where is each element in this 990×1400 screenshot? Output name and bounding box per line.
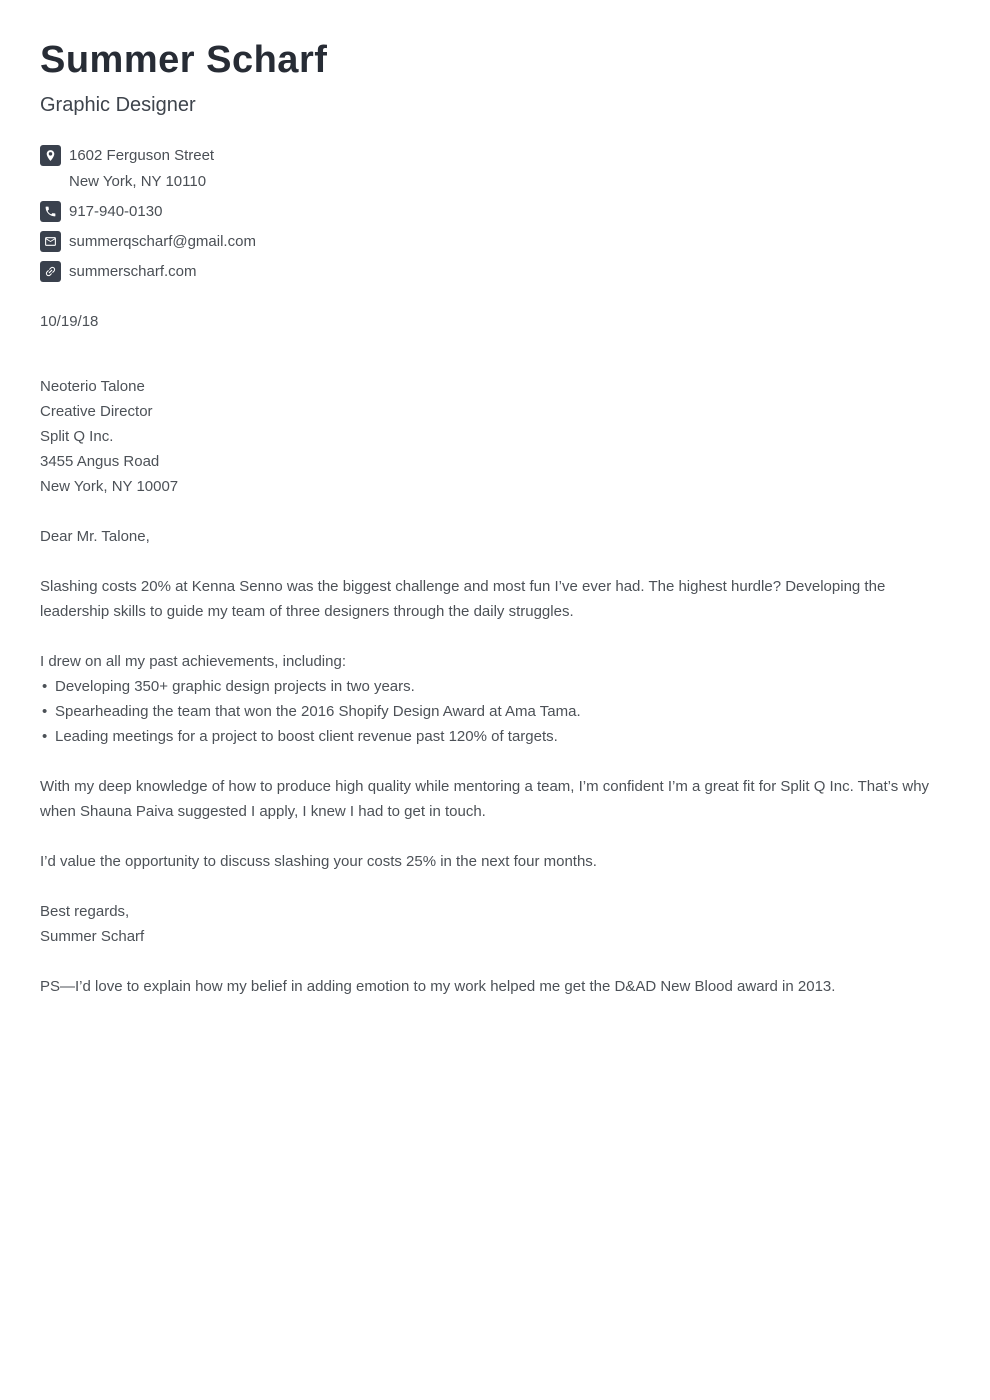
address-line-2: New York, NY 10110 — [69, 172, 207, 190]
letter-date: 10/19/18 — [40, 312, 99, 330]
list-item — [40, 699, 950, 724]
achievement-text: Developing 350+ graphic design projects in two years. — [55, 677, 415, 695]
page-title: Summer Scharf — [40, 39, 328, 81]
recipient-company: Split Q Inc. — [40, 427, 114, 445]
closing-block — [40, 899, 950, 949]
list-item — [40, 674, 950, 699]
contact-phone-row — [40, 199, 950, 225]
phone-number: 917-940-0130 — [69, 202, 163, 220]
contact-website-row — [40, 259, 950, 285]
contact-address-row — [40, 143, 950, 195]
list-item — [40, 724, 950, 749]
recipient-block — [40, 374, 950, 499]
recipient-street: 3455 Angus Road — [40, 452, 160, 470]
paragraph-fit: With my deep knowledge of how to produce high quality while mentoring a team, I’m confident I’m a great fit for Split Q Inc. That’s why when Shauna Paiva suggested I apply, I knew I had to get in touch. — [40, 777, 930, 820]
bullet-marker: • — [42, 727, 48, 745]
address-line-1: 1602 Ferguson Street — [69, 146, 215, 164]
closing-phrase: Best regards, — [40, 902, 130, 920]
signature-name: Summer Scharf — [40, 927, 145, 945]
envelope-icon — [40, 231, 61, 252]
achievement-text: Leading meetings for a project to boost client revenue past 120% of targets. — [55, 727, 558, 745]
chain-link-icon — [40, 261, 61, 282]
achievement-text: Spearheading the team that won the 2016 Shopify Design Award at Ama Tama. — [55, 702, 581, 720]
phone-icon — [40, 201, 61, 222]
contact-info-list — [40, 143, 950, 285]
address-text — [69, 143, 214, 195]
recipient-city: New York, NY 10007 — [40, 477, 179, 495]
salutation: Dear Mr. Talone, — [40, 527, 150, 545]
paragraph-call-to-action: I’d value the opportunity to discuss slashing your costs 25% in the next four months. — [40, 852, 597, 870]
website-url: summerscharf.com — [69, 262, 197, 280]
letter-header — [40, 40, 950, 117]
bullet-marker: • — [42, 677, 48, 695]
postscript: PS—I’d love to explain how my belief in adding emotion to my work helped me get the D&AD New Blood award in 2013. — [40, 977, 836, 995]
recipient-title: Creative Director — [40, 402, 153, 420]
contact-email-row — [40, 229, 950, 255]
location-pin-icon — [40, 145, 61, 166]
bullet-marker: • — [42, 702, 48, 720]
recipient-name: Neoterio Talone — [40, 377, 145, 395]
job-title: Graphic Designer — [40, 93, 196, 116]
email-address: summerqscharf@gmail.com — [69, 232, 256, 250]
achievements-list — [40, 674, 950, 749]
paragraph-opening: Slashing costs 20% at Kenna Senno was the biggest challenge and most fun I’ve ever had. The highest hurdle? Developing the leadership skills to guide my team of three designers through the daily struggles. — [40, 577, 886, 620]
achievements-intro: I drew on all my past achievements, including: — [40, 652, 346, 670]
